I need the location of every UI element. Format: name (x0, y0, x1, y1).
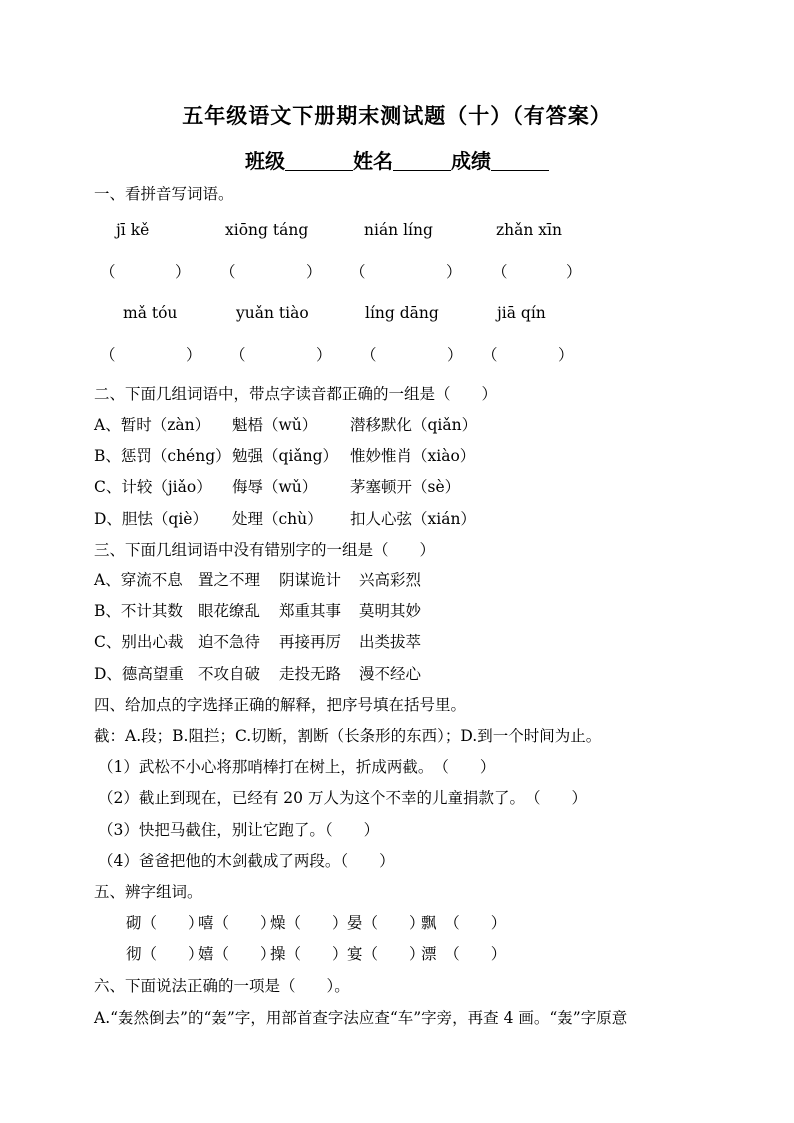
section-2-heading: 二、下面几组词语中，带点字读音都正确的一组是（ ） (94, 385, 498, 403)
option-word: 迫不急待 (198, 633, 261, 651)
s5-row-2 (0, 942, 794, 966)
page-title: 五年级语文下册期末测试题（十）（有答案） (182, 103, 612, 128)
s3-option-d (0, 662, 794, 686)
name-label: 姓名 (353, 149, 393, 173)
pinyin-item: zhǎn xīn (496, 221, 562, 239)
pinyin-item: yuǎn tiào (236, 304, 309, 322)
paren-open: （ (230, 346, 246, 364)
char-item: 宴（ ） (347, 945, 425, 963)
s3-option-c (0, 630, 794, 654)
char-item: 操（ ） (270, 945, 348, 963)
definition-line: 截：A.段；B.阻拦；C.切断，割断（长条形的东西）；D.到一个时间为止。 (94, 727, 602, 745)
option-word: D、胆怯（qiè） (94, 510, 208, 528)
option-word: C、计较（jiǎo） (94, 478, 212, 496)
option-word: 侮辱（wǔ） (232, 478, 318, 496)
paren-open: （ (220, 263, 236, 281)
pinyin-item: líng dāng (365, 304, 439, 322)
answer-row-2 (0, 343, 794, 367)
paren-close: ） (446, 263, 462, 281)
section-5-heading: 五、辨字组词。 (94, 883, 203, 901)
s4-item-2: （2）截止到现在，已经有 20 万人为这个不幸的儿童捐款了。 （ ） (98, 789, 587, 807)
option-word: 处理（chù） (232, 510, 323, 528)
pinyin-row-2 (0, 304, 794, 328)
s2-option-d (0, 507, 794, 531)
paren-close: ） (316, 346, 332, 364)
pinyin-item: xiōng táng (225, 221, 309, 239)
s3-option-b (0, 599, 794, 623)
char-item: 嬉（ ） (198, 945, 276, 963)
option-word: B、不计其数 (94, 602, 183, 620)
section-6-heading: 六、下面说法正确的一项是（ ）。 (94, 977, 350, 995)
option-word: 走投无路 (279, 665, 342, 683)
score-label: 成绩 (451, 149, 491, 173)
name-blank[interactable] (393, 150, 451, 171)
option-word: A、暂时（zàn） (94, 416, 211, 434)
answer-row-1 (0, 260, 794, 284)
student-info-line (0, 145, 794, 174)
char-item: 飘 （ ） (421, 914, 507, 932)
s6-option-a: A.“轰然倒去”的“轰”字，用部首查字法应查“车”字旁，再查 4 画。“轰”字原意 (94, 1009, 628, 1027)
pinyin-item: nián líng (364, 221, 433, 239)
section-4-heading: 四、给加点的字选择正确的解释，把序号填在括号里。 (94, 696, 467, 714)
s2-option-c (0, 475, 794, 499)
s3-option-a (0, 568, 794, 592)
option-word: 惟妙惟肖（xiào） (350, 447, 476, 465)
option-word: 置之不理 (198, 571, 261, 589)
paren-close: ） (558, 346, 574, 364)
option-word: 出类拔萃 (359, 633, 422, 651)
char-item: 砌（ ） (126, 914, 204, 932)
option-word: C、别出心裁 (94, 633, 184, 651)
s2-option-b (0, 444, 794, 468)
char-item: 漂 （ ） (421, 945, 507, 963)
option-word: 兴高彩烈 (359, 571, 422, 589)
pinyin-row-1 (0, 221, 794, 245)
pinyin-item: jiā qín (497, 304, 546, 322)
s4-item-1: （1）武松不小心将那哨棒打在树上，折成两截。 （ ） (98, 758, 496, 776)
option-word: 扣人心弦（xián） (350, 510, 476, 528)
option-word: 漫不经心 (359, 665, 422, 683)
paren-open: （ (100, 263, 116, 281)
s5-row-1 (0, 911, 794, 935)
option-word: A、穿流不息 (94, 571, 183, 589)
paren-open: （ (361, 346, 377, 364)
option-word: 勉强（qiǎng） (232, 447, 339, 465)
char-item: 彻（ ） (126, 945, 204, 963)
option-word: 不攻自破 (198, 665, 261, 683)
pinyin-item: jī kě (116, 221, 150, 239)
option-word: 阴谋诡计 (279, 571, 342, 589)
option-word: 茅塞顿开（sè） (350, 478, 461, 496)
paren-open: （ (350, 263, 366, 281)
option-word: 魁梧（wǔ） (232, 416, 318, 434)
paren-open: （ (492, 263, 508, 281)
class-blank[interactable] (285, 150, 353, 171)
section-3-heading: 三、下面几组词语中没有错别字的一组是（ ） (94, 541, 436, 559)
s2-option-a (0, 413, 794, 437)
option-word: 莫明其妙 (359, 602, 422, 620)
option-word: B、惩罚（chéng） (94, 447, 231, 465)
option-word: 潜移默化（qiǎn） (350, 416, 478, 434)
score-blank[interactable] (491, 150, 549, 171)
option-word: 眼花缭乱 (198, 602, 261, 620)
paren-close: ） (447, 346, 463, 364)
option-word: D、德高望重 (94, 665, 184, 683)
char-item: 嘻（ ） (198, 914, 276, 932)
paren-open: （ (100, 346, 116, 364)
s4-item-4: （4）爸爸把他的木剑截成了两段。（ ） (98, 852, 395, 870)
paren-open: （ (482, 346, 498, 364)
char-item: 晏（ ） (347, 914, 425, 932)
class-label: 班级 (245, 149, 285, 173)
pinyin-item: mǎ tóu (123, 304, 178, 322)
paren-close: ） (566, 263, 582, 281)
option-word: 郑重其事 (279, 602, 342, 620)
char-item: 燥（ ） (270, 914, 348, 932)
paren-close: ） (306, 263, 322, 281)
section-1-heading: 一、看拼音写词语。 (94, 185, 234, 203)
s4-item-3: （3）快把马截住，别让它跑了。（ ） (98, 821, 380, 839)
option-word: 再接再厉 (279, 633, 342, 651)
paren-close: ） (175, 263, 191, 281)
paren-close: ） (186, 346, 202, 364)
